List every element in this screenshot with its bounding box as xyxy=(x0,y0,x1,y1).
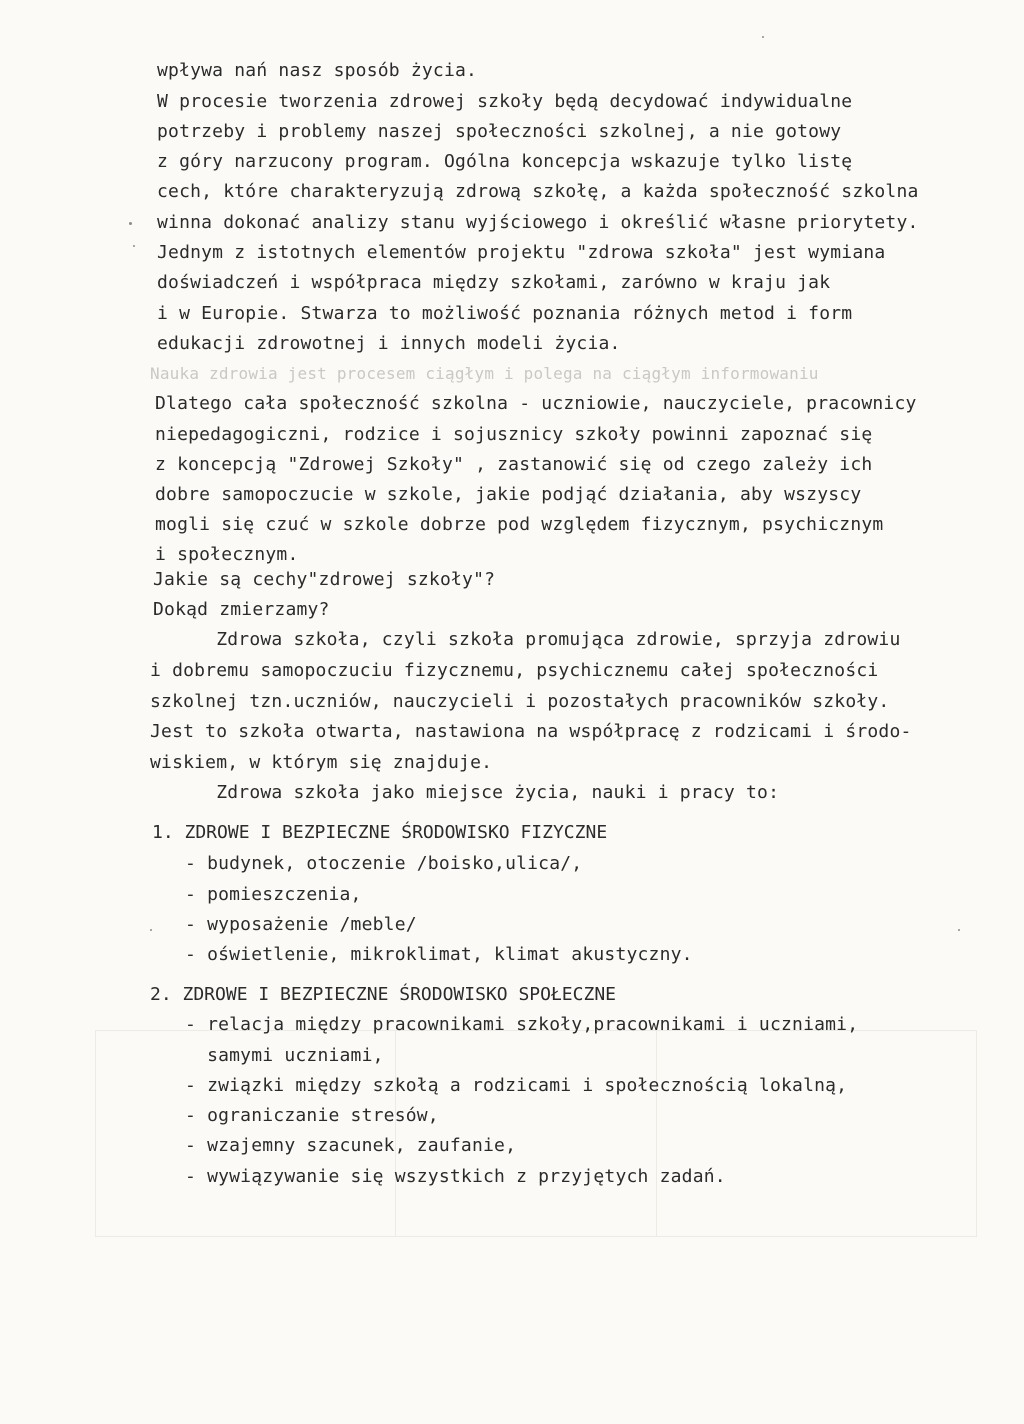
paragraph2-line: niepedagogiczni, rodzice i sojusznicy szkoły powinni zapoznać się xyxy=(155,424,873,445)
paragraph1-line: winna dokonać analizy stanu wyjściowego i określić własne priorytety. xyxy=(157,212,919,233)
list-item: - wzajemny szacunek, zaufanie, xyxy=(185,1135,517,1156)
paragraph1-line: z góry narzucony program. Ogólna koncepcja wskazuje tylko listę xyxy=(157,151,853,172)
paragraph1-line: cech, które charakteryzują zdrową szkołę, a każda społeczność szkolna xyxy=(157,181,919,202)
list-item: - wyposażenie /meble/ xyxy=(185,914,417,935)
scan-speck xyxy=(958,929,960,931)
list-item: - związki między szkołą a rodzicami i społecznością lokalną, xyxy=(185,1075,848,1096)
question-line: Jakie są cechy"zdrowej szkoły"? xyxy=(153,569,496,590)
section-heading: 2. ZDROWE I BEZPIECZNE ŚRODOWISKO SPOŁECZNE xyxy=(150,984,616,1005)
list-item: - relacja między pracownikami szkoły,pracownikami i uczniami, xyxy=(185,1014,859,1035)
faint-erased-line: Nauka zdrowia jest procesem ciągłym i polega na ciągłym informowaniu xyxy=(150,364,819,383)
paragraph2-line: dobre samopoczucie w szkole, jakie podjąć działania, aby wszyscy xyxy=(155,484,862,505)
scan-speck xyxy=(150,929,152,931)
list-item: samymi uczniami, xyxy=(185,1045,384,1066)
paragraph3-line: szkolnej tzn.uczniów, nauczycieli i pozostałych pracowników szkoły. xyxy=(150,691,890,712)
scan-speck xyxy=(762,36,764,38)
paragraph3-line: wiskiem, w którym się znajduje. xyxy=(150,752,493,773)
paragraph3-line: Zdrowa szkoła, czyli szkoła promująca zdrowie, sprzyja zdrowiu xyxy=(150,629,901,650)
list-item: - ograniczanie stresów, xyxy=(185,1105,439,1126)
section-heading: 1. ZDROWE I BEZPIECZNE ŚRODOWISKO FIZYCZNE xyxy=(152,822,608,843)
paragraph1-line: edukacji zdrowotnej i innych modeli życia. xyxy=(157,333,621,354)
list-item: - wywiązywanie się wszystkich z przyjętych zadań. xyxy=(185,1166,726,1187)
paragraph2-line: mogli się czuć w szkole dobrze pod względem fizycznym, psychicznym xyxy=(155,514,884,535)
paragraph3-line: Jest to szkoła otwarta, nastawiona na współpracę z rodzicami i środo- xyxy=(150,721,912,742)
list-item: - oświetlenie, mikroklimat, klimat akustyczny. xyxy=(185,944,693,965)
paragraph1-line: i w Europie. Stwarza to możliwość poznania różnych metod i form xyxy=(157,303,853,324)
paragraph1-line: Jednym z istotnych elementów projektu "zdrowa szkoła" jest wymiana xyxy=(157,242,886,263)
scan-speck xyxy=(129,222,132,225)
paragraph3-line: Zdrowa szkoła jako miejsce życia, nauki i pracy to: xyxy=(150,782,780,803)
list-item: - pomieszczenia, xyxy=(185,884,362,905)
paragraph1-line: wpływa nań nasz sposób życia. xyxy=(157,60,478,81)
paragraph1-line: potrzeby i problemy naszej społeczności szkolnej, a nie gotowy xyxy=(157,121,842,142)
paragraph2-line: Dlatego cała społeczność szkolna - uczniowie, nauczyciele, pracownicy xyxy=(155,393,917,414)
paragraph2-line: i społecznym. xyxy=(155,544,299,565)
paragraph3-line: i dobremu samopoczuciu fizycznemu, psychicznemu całej społeczności xyxy=(150,660,879,681)
paragraph1-line: W procesie tworzenia zdrowej szkoły będą decydować indywidualne xyxy=(157,91,853,112)
question-line: Dokąd zmierzamy? xyxy=(153,599,330,620)
list-item: - budynek, otoczenie /boisko,ulica/, xyxy=(185,853,583,874)
scan-speck xyxy=(133,245,135,247)
paragraph1-line: doświadczeń i współpraca między szkołami, zarówno w kraju jak xyxy=(157,272,831,293)
paragraph2-line: z koncepcją "Zdrowej Szkoły" , zastanowić się od czego zależy ich xyxy=(155,454,873,475)
